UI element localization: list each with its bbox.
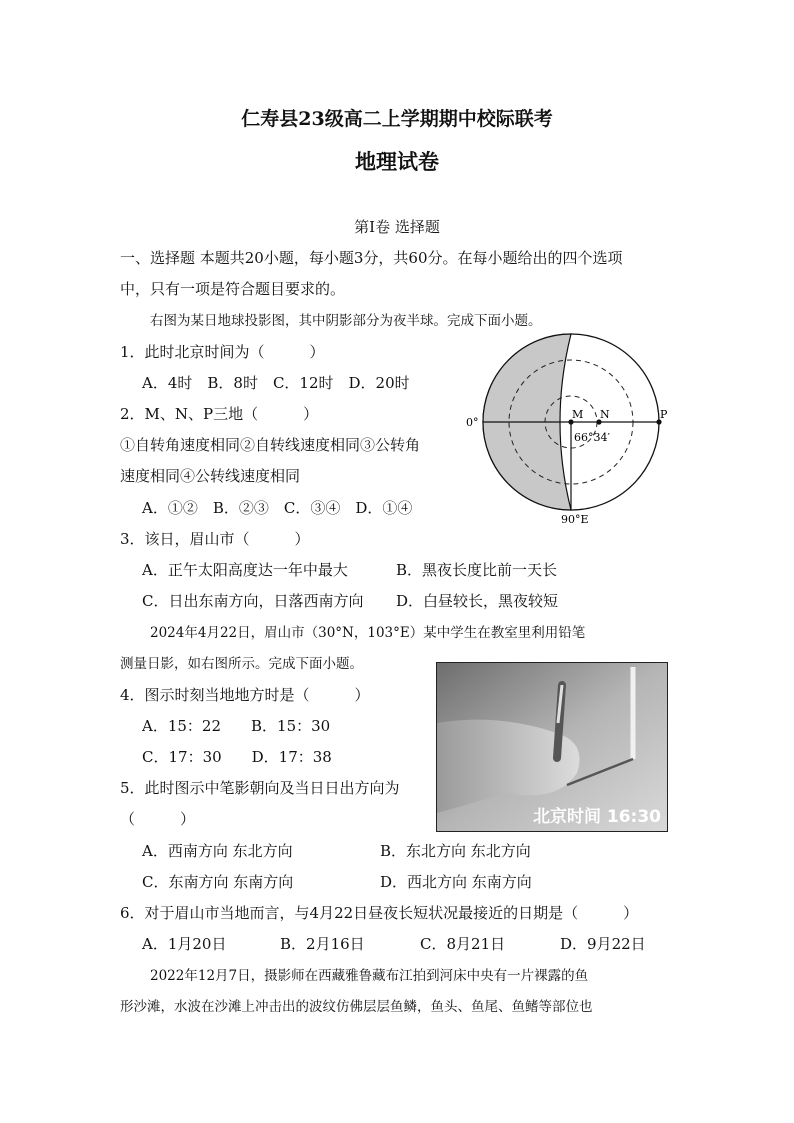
q3-option-b: B．黑夜长度比前一天长 bbox=[396, 561, 558, 579]
q1-stem: 1．此时北京时间为（ ） bbox=[120, 343, 325, 361]
group1-intro: 右图为某日地球投影图，其中阴影部分为夜半球。完成下面小题。 bbox=[150, 313, 542, 329]
label-zero-degree: 0° bbox=[466, 416, 479, 429]
group2-intro-line-2: 测量日影，如右图所示。完成下面小题。 bbox=[120, 656, 363, 672]
group2-intro-line-1: 2024年4月22日，眉山市（30°N，103°E）某中学生在教室里利用铅笔 bbox=[150, 625, 586, 641]
pencil-shadow-photo bbox=[436, 662, 668, 832]
q4-options-row-2: C．17：30 D．17：38 bbox=[142, 748, 332, 766]
q6-option-d: D．9月22日 bbox=[560, 935, 646, 953]
instruction-line-1: 一、选择题 本题共20小题，每小题3分，共60分。在每小题给出的四个选项 bbox=[120, 249, 623, 267]
q6-stem: 6．对于眉山市当地而言，与4月22日昼夜长短状况最接近的日期是（ ） bbox=[120, 904, 639, 922]
q4-options-row-1: A．15：22 B．15：30 bbox=[142, 717, 331, 735]
q3-stem: 3．该日，眉山市（ ） bbox=[120, 530, 310, 548]
q2-line-3: 速度相同④公转线速度相同 bbox=[120, 467, 301, 485]
photo-caption: 北京时间 16:30 bbox=[532, 807, 661, 827]
q3-option-c: C．日出东南方向，日落西南方向 bbox=[142, 592, 364, 610]
q5-option-d: D．西北方向 东南方向 bbox=[380, 873, 532, 891]
exam-title: 仁寿县23级高二上学期期中校际联考 bbox=[241, 108, 553, 130]
q2-options: A．①② B．②③ C．③④ D．①④ bbox=[142, 499, 413, 517]
q1-options: A．4时 B．8时 C．12时 D．20时 bbox=[142, 374, 410, 392]
q2-stem: 2．M、N、P三地（ ） bbox=[120, 405, 319, 423]
section-heading: 第Ⅰ卷 选择题 bbox=[354, 218, 440, 236]
q3-option-a: A．正午太阳高度达一年中最大 bbox=[142, 561, 348, 579]
q5-option-c: C．东南方向 东南方向 bbox=[142, 873, 294, 891]
q6-option-c: C．8月21日 bbox=[420, 935, 506, 953]
q6-option-b: B．2月16日 bbox=[280, 935, 365, 953]
q5-option-a: A．西南方向 东北方向 bbox=[142, 842, 293, 860]
label-90e: 90°E bbox=[561, 513, 589, 526]
group3-intro-line-1: 2022年12月7日，摄影师在西藏雅鲁藏布江拍到河床中央有一片裸露的鱼 bbox=[150, 968, 589, 984]
q5-stem: 5．此时图示中笔影朝向及当日日出方向为 bbox=[120, 779, 400, 797]
q3-option-d: D．白昼较长，黑夜较短 bbox=[396, 592, 559, 610]
q5-stem-2: （ ） bbox=[120, 810, 196, 828]
group3-intro-line-2: 形沙滩，水波在沙滩上冲击出的波纹仿佛层层鱼鳞，鱼头、鱼尾、鱼鳍等部位也 bbox=[120, 999, 593, 1015]
q5-option-b: B．东北方向 东北方向 bbox=[380, 842, 531, 860]
label-n: N bbox=[600, 408, 610, 421]
earth-projection-figure bbox=[462, 332, 684, 528]
q6-option-a: A．1月20日 bbox=[142, 935, 227, 953]
label-p: P bbox=[660, 408, 668, 421]
label-m: M bbox=[572, 408, 584, 421]
q4-stem: 4．图示时刻当地地方时是（ ） bbox=[120, 686, 370, 704]
exam-subtitle: 地理试卷 bbox=[355, 149, 439, 174]
q2-line-2: ①自转角速度相同②自转线速度相同③公转角 bbox=[120, 436, 421, 454]
label-latitude: 66°34′ bbox=[574, 431, 610, 444]
instruction-line-2: 中，只有一项是符合题目要求的。 bbox=[120, 280, 346, 298]
